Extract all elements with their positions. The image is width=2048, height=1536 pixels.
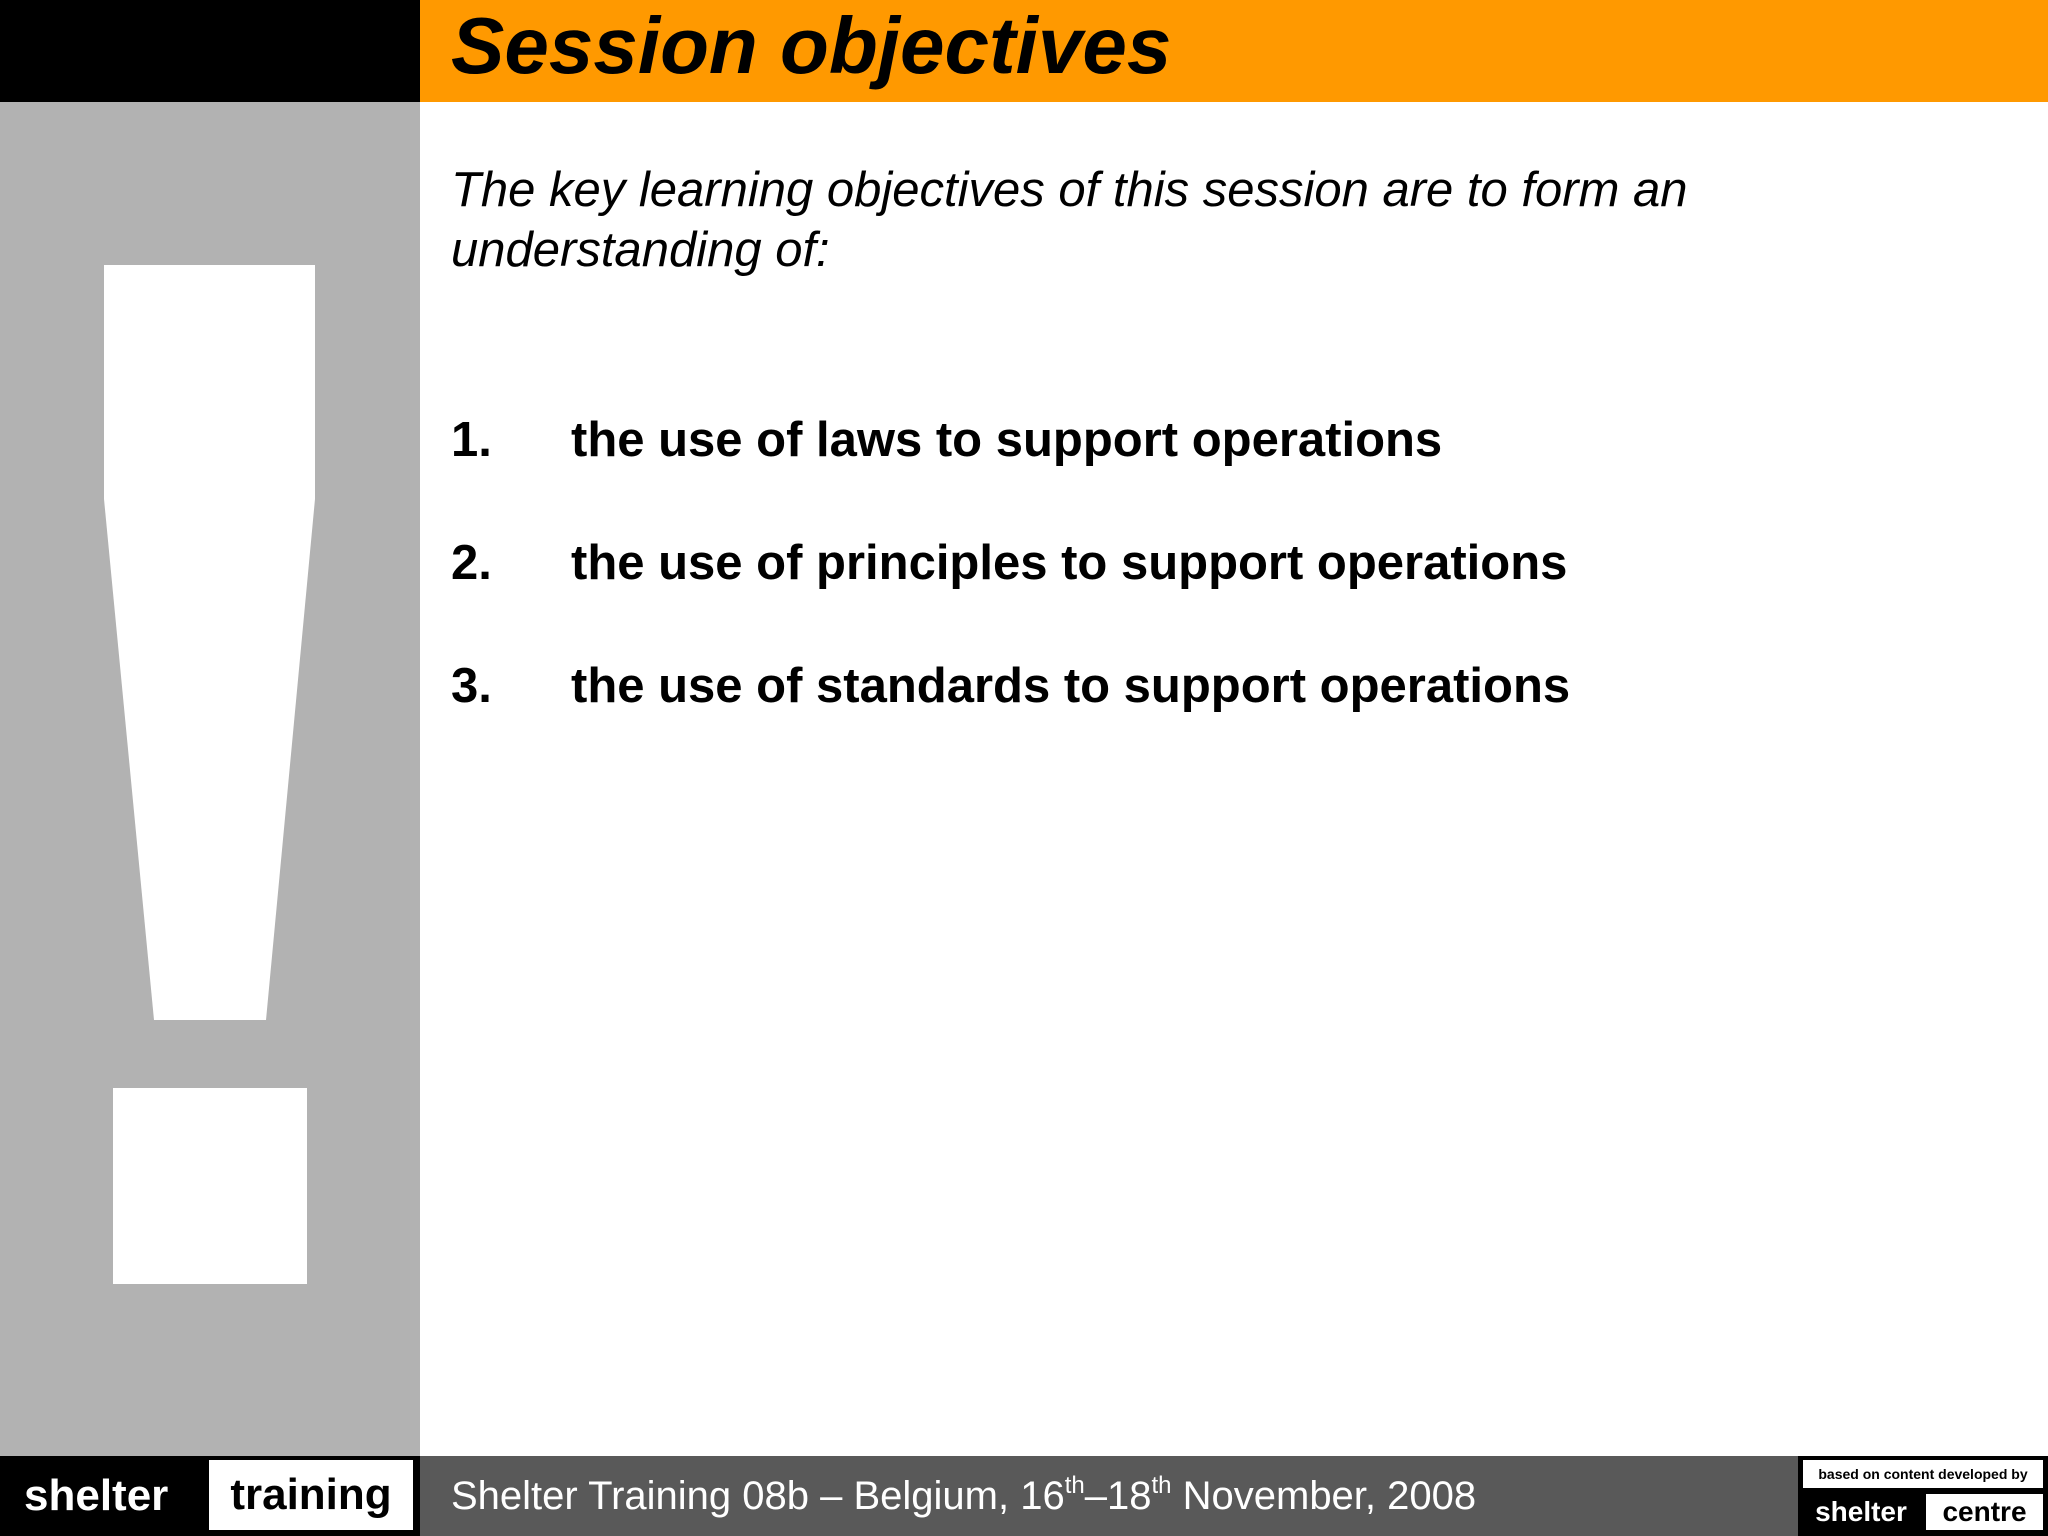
exclamation-mark-icon [0,102,420,1456]
event-info-sup-2: th [1151,1472,1172,1499]
event-info [451,1467,1476,1525]
list-item [451,405,1570,528]
logo-training-text: training [230,1470,392,1519]
list-item-number: 2. [451,536,492,590]
event-info-sup-1: th [1064,1472,1085,1499]
slide-title: Session objectives [451,1,1172,90]
intro-text: The key learning objectives of this session are to form an understanding of: [451,163,1688,277]
list-item [451,651,1570,774]
list-item-text: the use of laws to support operations [571,413,1443,467]
event-info-prefix: Shelter Training 08b – Belgium, 16 [451,1474,1065,1518]
credit-centre-text: centre [1942,1496,2027,1527]
list-item-number: 1. [451,413,492,467]
header-black-block [0,0,420,102]
event-info-suffix: November, 2008 [1171,1474,1477,1518]
event-info-dash: –18 [1084,1474,1152,1518]
list-item-text: the use of standards to support operations [571,659,1571,713]
credit-caption: based on content developed by [1818,1466,2028,1482]
list-item [451,528,1570,651]
credit-shelter-text: shelter [1815,1496,1907,1527]
list-item-number: 3. [451,659,492,713]
list-item-text: the use of principles to support operations [571,536,1568,590]
logo-shelter-text: shelter [24,1471,169,1520]
objectives-list [451,405,1570,774]
